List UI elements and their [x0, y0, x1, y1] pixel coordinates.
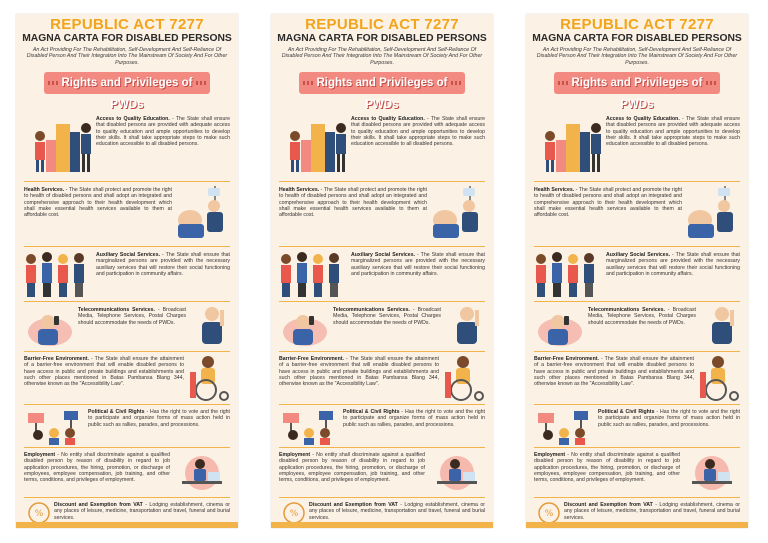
- section-body: - The State shall ensure the attainment of a barrier-free environment that will enable disabled persons to have access in public and private buildings and establishments and such other places mentioned in Batas Pambansa Blang 344, otherwise known as the "Accessibility Law".: [279, 356, 439, 388]
- section-employment: [16, 450, 238, 496]
- section-divider: [279, 447, 485, 448]
- section-auxiliary: [526, 249, 748, 301]
- section-health: [526, 184, 748, 244]
- section-divider: [279, 181, 485, 182]
- person-phone-icon: [24, 306, 76, 348]
- discount-tag-icon: [538, 502, 560, 524]
- section-body: - Broadcast Media, Telephone Services, Postal Charges should accommodate the needs of PWDs.: [333, 307, 441, 326]
- section-body: - The State shall ensure that disabled persons are provided with adequate access to quality education and ample opportunities to develop their skills. It shall take appropriate steps to make such education accessible to all disabled persons.: [96, 116, 231, 148]
- section-heading: Discount and Exemption from VAT: [54, 502, 143, 508]
- rally-crowd-icon: [279, 409, 341, 445]
- banner-dots-right: [196, 81, 206, 85]
- people-group-icon: [277, 249, 347, 299]
- banner-dots-right: [451, 81, 461, 85]
- section-heading: Employment: [534, 452, 566, 458]
- section-divider: [534, 181, 740, 182]
- poster-title: REPUBLIC ACT 7277: [305, 16, 459, 33]
- footer-bar: [271, 522, 493, 528]
- section-divider: [534, 497, 740, 498]
- section-heading: Access to Quality Education.: [351, 116, 425, 122]
- section-body: - The State shall protect and promote the right to health of disabled persons and shall adopt an integrated and comprehensive approach to their health development which shall make essential health services available to them at affordable cost.: [534, 187, 682, 219]
- footer-bar: [16, 522, 238, 528]
- section-employment: [271, 450, 493, 496]
- section-divider: [534, 447, 740, 448]
- people-group-icon: [532, 249, 602, 299]
- section-education: [526, 112, 748, 180]
- section-heading: Political & Civil Rights: [343, 409, 400, 415]
- section-vat-discount: [526, 500, 748, 524]
- section-telecommunications: [271, 304, 493, 350]
- section-heading: Barrier-Free Environment.: [24, 356, 89, 362]
- wheelchair-user-icon: [186, 354, 234, 402]
- section-heading: Auxiliary Social Services.: [351, 252, 416, 258]
- section-divider: [534, 404, 740, 405]
- person-waving-icon: [190, 304, 234, 350]
- section-auxiliary: [16, 249, 238, 301]
- banner-dots-right: [706, 81, 716, 85]
- section-barrier-free: [271, 354, 493, 404]
- people-group-icon: [22, 249, 92, 299]
- section-heading: Auxiliary Social Services.: [606, 252, 671, 258]
- section-heading: Political & Civil Rights: [88, 409, 145, 415]
- section-body: - The State shall ensure that marginalized persons are provided with the necessary auxiliary services that will restore their social functioning and participation in community affairs.: [606, 252, 740, 277]
- poster-title: REPUBLIC ACT 7277: [560, 16, 714, 33]
- poster-subtitle: MAGNA CARTA FOR DISABLED PERSONS: [277, 33, 487, 44]
- section-education: [16, 112, 238, 180]
- section-health: [271, 184, 493, 244]
- section-heading: Telecommunications Services.: [588, 307, 665, 313]
- section-barrier-free: [526, 354, 748, 404]
- section-divider: [534, 246, 740, 247]
- section-divider: [24, 497, 230, 498]
- section-body: - No entity shall discriminate against a qualified disabled person by reason of disability in regard to job application procedures, the hiring, promotion, or discharge of employees, employee compensation, job training, and other terms, conditions, and privileges of employment.: [24, 452, 170, 484]
- section-body: - Has the right to vote and the right to participate and organize forms of mass action held in public such as rallies, parades, and processions.: [88, 409, 230, 428]
- section-education: [271, 112, 493, 180]
- discount-tag-icon: [28, 502, 50, 524]
- wheelchair-user-icon: [696, 354, 744, 402]
- section-heading: Barrier-Free Environment.: [534, 356, 599, 362]
- poster-header: [16, 14, 238, 66]
- section-telecommunications: [16, 304, 238, 350]
- rights-banner: [554, 72, 720, 111]
- section-body: - The State shall ensure the attainment of a barrier-free environment that will enable disabled persons to have access in public and private buildings and establishments and such other places mentioned in Batas Pambansa Blang 344, otherwise known as the "Accessibility Law".: [534, 356, 694, 388]
- infographic-poster: [526, 14, 748, 528]
- rights-banner: [44, 72, 210, 111]
- students-books-icon: [281, 114, 349, 176]
- section-heading: Telecommunications Services.: [78, 307, 155, 313]
- section-body: - Has the right to vote and the right to participate and organize forms of mass action held in public such as rallies, parades, and processions.: [343, 409, 485, 428]
- section-divider: [279, 497, 485, 498]
- section-political-rights: [271, 407, 493, 447]
- person-phone-icon: [534, 306, 586, 348]
- section-body: - The State shall ensure that disabled persons are provided with adequate access to quality education and ample opportunities to develop their skills. It shall take appropriate steps to make such education accessible to all disabled persons.: [351, 116, 486, 148]
- section-body: - Has the right to vote and the right to participate and organize forms of mass action held in public such as rallies, parades, and processions.: [598, 409, 740, 428]
- section-heading: Access to Quality Education.: [606, 116, 680, 122]
- section-body: - The State shall ensure that disabled persons are provided with adequate access to quality education and ample opportunities to develop their skills. It shall take appropriate steps to make such education accessible to all disabled persons.: [606, 116, 741, 148]
- section-divider: [24, 246, 230, 247]
- section-heading: Employment: [279, 452, 311, 458]
- section-body: - The State shall ensure that marginalized persons are provided with the necessary auxiliary services that will restore their social functioning and participation in community affairs.: [351, 252, 485, 277]
- person-waving-icon: [445, 304, 489, 350]
- section-political-rights: [16, 407, 238, 447]
- worker-desk-icon: [684, 452, 742, 494]
- banner-label: Rights and Privileges of PWDs: [571, 76, 703, 111]
- person-waving-icon: [700, 304, 744, 350]
- section-heading: Health Services.: [279, 187, 320, 193]
- poster-description: An Act Providing For The Rehabilitation, Self-Development And Self-Reliance Of Disabled Person And Their Integration Into The Mainstream Of Society And For Other Purposes.: [281, 47, 483, 66]
- section-divider: [279, 301, 485, 302]
- poster-title: REPUBLIC ACT 7277: [50, 16, 204, 33]
- section-divider: [24, 301, 230, 302]
- svg-text:%: %: [289, 509, 299, 519]
- section-divider: [534, 301, 740, 302]
- section-divider: [279, 351, 485, 352]
- person-phone-icon: [279, 306, 331, 348]
- banner-dots-left: [303, 81, 313, 85]
- section-heading: Political & Civil Rights: [598, 409, 655, 415]
- section-divider: [24, 447, 230, 448]
- section-body: - The State shall ensure the attainment of a barrier-free environment that will enable disabled persons to have access in public and private buildings and establishments and such other places mentioned in Batas Pambansa Blang 344, otherwise known as the "Accessibility Law".: [24, 356, 184, 388]
- section-barrier-free: [16, 354, 238, 404]
- discount-tag-icon: [283, 502, 305, 524]
- poster-header: [526, 14, 748, 66]
- section-body: - The State shall protect and promote the right to health of disabled persons and shall adopt an integrated and comprehensive approach to their health development which shall make essential health services available to them at affordable cost.: [24, 187, 172, 219]
- section-telecommunications: [526, 304, 748, 350]
- section-divider: [279, 246, 485, 247]
- banner-dots-left: [558, 81, 568, 85]
- banner-dots-left: [48, 81, 58, 85]
- rights-banner: [299, 72, 465, 111]
- section-body: - No entity shall discriminate against a qualified disabled person by reason of disability in regard to job application procedures, the hiring, promotion, or discharge of employees, employee compensation, job training, and other terms, conditions, and privileges of employment.: [534, 452, 680, 484]
- nurse-patient-icon: [174, 184, 234, 242]
- section-heading: Auxiliary Social Services.: [96, 252, 161, 258]
- svg-text:%: %: [34, 509, 44, 519]
- wheelchair-user-icon: [441, 354, 489, 402]
- section-health: [16, 184, 238, 244]
- section-body: - Broadcast Media, Telephone Services, Postal Charges should accommodate the needs of PWDs.: [588, 307, 696, 326]
- poster-description: An Act Providing For The Rehabilitation, Self-Development And Self-Reliance Of Disabled Person And Their Integration Into The Mainstream Of Society And For Other Purposes.: [26, 47, 228, 66]
- section-heading: Telecommunications Services.: [333, 307, 410, 313]
- nurse-patient-icon: [429, 184, 489, 242]
- section-heading: Access to Quality Education.: [96, 116, 170, 122]
- section-heading: Barrier-Free Environment.: [279, 356, 344, 362]
- section-divider: [534, 351, 740, 352]
- section-heading: Discount and Exemption from VAT: [564, 502, 653, 508]
- students-books-icon: [536, 114, 604, 176]
- section-body: - Lodging establishment, cinema or any places of leisure, medicine, transportation and travel, funeral and burial services.: [564, 502, 740, 521]
- section-body: - The State shall ensure that marginalized persons are provided with the necessary auxiliary services that will restore their social functioning and participation in community affairs.: [96, 252, 230, 277]
- poster-subtitle: MAGNA CARTA FOR DISABLED PERSONS: [22, 33, 232, 44]
- section-heading: Health Services.: [24, 187, 65, 193]
- section-body: - Lodging establishment, cinema or any places of leisure, medicine, transportation and travel, funeral and burial services.: [54, 502, 230, 521]
- students-books-icon: [26, 114, 94, 176]
- section-body: - Lodging establishment, cinema or any places of leisure, medicine, transportation and travel, funeral and burial services.: [309, 502, 485, 521]
- section-body: - No entity shall discriminate against a qualified disabled person by reason of disability in regard to job application procedures, the hiring, promotion, or discharge of employees, employee compensation, job training, and other terms, conditions, and privileges of employment.: [279, 452, 425, 484]
- section-divider: [24, 351, 230, 352]
- section-divider: [24, 404, 230, 405]
- footer-bar: [526, 522, 748, 528]
- section-body: - The State shall protect and promote the right to health of disabled persons and shall adopt an integrated and comprehensive approach to their health development which shall make essential health services available to them at affordable cost.: [279, 187, 427, 219]
- section-vat-discount: [271, 500, 493, 524]
- poster-header: [271, 14, 493, 66]
- infographic-poster: [271, 14, 493, 528]
- banner-label: Rights and Privileges of PWDs: [61, 76, 193, 111]
- section-heading: Health Services.: [534, 187, 575, 193]
- infographic-poster: [16, 14, 238, 528]
- rally-crowd-icon: [534, 409, 596, 445]
- section-auxiliary: [271, 249, 493, 301]
- section-political-rights: [526, 407, 748, 447]
- section-employment: [526, 450, 748, 496]
- poster-description: An Act Providing For The Rehabilitation, Self-Development And Self-Reliance Of Disabled Person And Their Integration Into The Mainstream Of Society And For Other Purposes.: [536, 47, 738, 66]
- banner-label: Rights and Privileges of PWDs: [316, 76, 448, 111]
- poster-subtitle: MAGNA CARTA FOR DISABLED PERSONS: [532, 33, 742, 44]
- nurse-patient-icon: [684, 184, 744, 242]
- section-body: - Broadcast Media, Telephone Services, Postal Charges should accommodate the needs of PWDs.: [78, 307, 186, 326]
- section-divider: [24, 181, 230, 182]
- rally-crowd-icon: [24, 409, 86, 445]
- section-heading: Discount and Exemption from VAT: [309, 502, 398, 508]
- svg-text:%: %: [544, 509, 554, 519]
- worker-desk-icon: [174, 452, 232, 494]
- section-heading: Employment: [24, 452, 56, 458]
- section-divider: [279, 404, 485, 405]
- worker-desk-icon: [429, 452, 487, 494]
- section-vat-discount: [16, 500, 238, 524]
